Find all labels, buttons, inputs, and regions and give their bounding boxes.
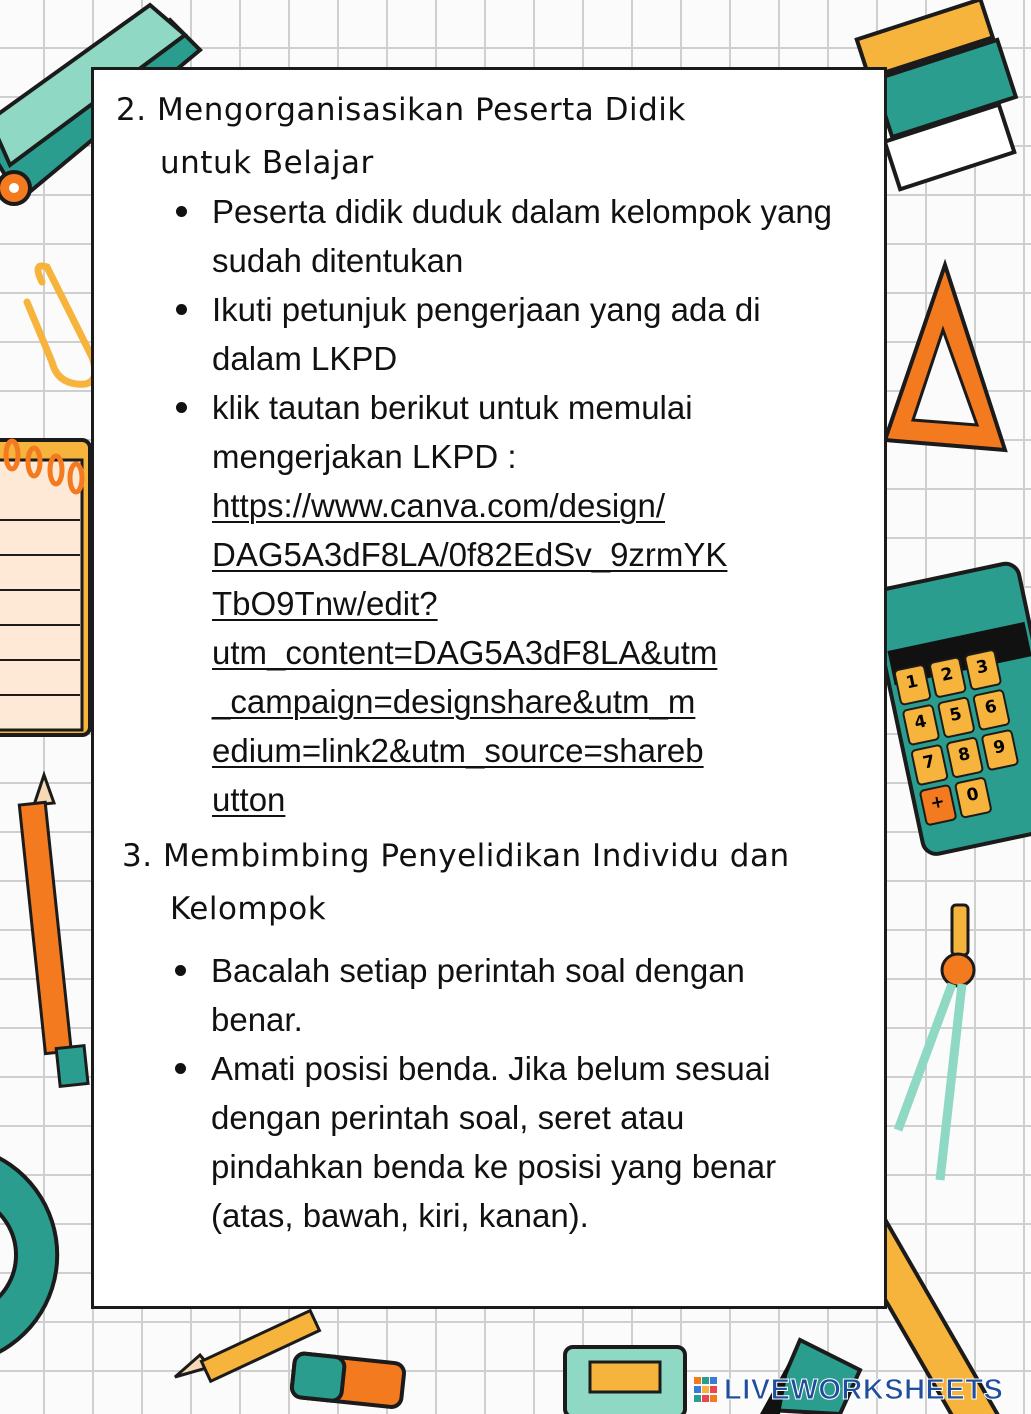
lkpd-link-line: utton (212, 781, 286, 818)
paper-clip-illustration (22, 262, 102, 392)
calculator-key: 5 (937, 696, 976, 739)
protractor-illustration (0, 1140, 95, 1370)
sharpener-illustration (560, 1342, 690, 1414)
section-2-number: 2. (116, 92, 147, 128)
bullet-icon (176, 304, 187, 315)
lkpd-link-line: DAG5A3dF8LA/0f82EdSv_9zrmYK (212, 536, 728, 573)
bullet-icon (176, 206, 187, 217)
calculator-key: 3 (963, 648, 1002, 691)
section-2-heading (116, 84, 686, 190)
list-item-text: Amati posisi benda. Jika belum sesuai dengan perintah soal, seret atau pindahkan benda ke posisi yang benar (atas, bawah, kiri, kanan). (211, 1050, 777, 1234)
bullet-icon (176, 402, 187, 413)
content-card (91, 67, 887, 1309)
list-item (212, 285, 852, 383)
list-item-text: klik tautan berikut untuk memulai mengerjakan LKPD : (212, 389, 693, 475)
lkpd-link[interactable] (212, 481, 852, 824)
brand-text: LIVEWORKSHEETS (724, 1373, 1004, 1406)
calculator-key: 1 (893, 663, 932, 706)
calculator-key: 4 (902, 703, 941, 746)
calculator-key: 8 (945, 736, 984, 779)
calculator-key: + (919, 784, 958, 827)
list-item-text: Bacalah setiap perintah soal dengan benar. (211, 952, 745, 1038)
triangle-ruler-illustration (885, 260, 1000, 460)
section-3-heading (122, 830, 790, 936)
calculator-key: 7 (910, 744, 949, 787)
section-3-title-line1: Membimbing Penyelidikan Individu dan (162, 838, 790, 874)
calculator-key: 2 (928, 656, 967, 699)
calculator-key: 0 (954, 776, 993, 819)
section-3-list (211, 946, 811, 1240)
section-3-title-line2: Kelompok (170, 891, 327, 927)
lkpd-link-line: TbO9Tnw/edit? (212, 585, 438, 622)
lkpd-link-line: utm_content=DAG5A3dF8LA&utm (212, 634, 718, 671)
books-illustration (870, 0, 1000, 190)
list-item-text: Ikuti petunjuk pengerjaan yang ada di dalam LKPD (212, 291, 761, 377)
liveworksheets-logo-icon (694, 1377, 718, 1403)
bullet-icon (175, 965, 186, 976)
section-2-list (212, 187, 852, 824)
lkpd-link-line: https://www.canva.com/design/ (212, 487, 666, 524)
pencil-illustration (20, 775, 100, 1095)
lkpd-link-line: edium=link2&utm_source=shareb (212, 732, 704, 769)
section-2-title-line2: untuk Belajar (160, 145, 374, 181)
section-3-number: 3. (122, 838, 153, 874)
list-item (211, 1044, 811, 1240)
section-2-title-line1: Mengorganisasikan Peserta Didik (156, 92, 686, 128)
liveworksheets-brand (694, 1374, 1003, 1406)
calculator-key: 6 (972, 688, 1011, 731)
eraser-illustration (285, 1350, 415, 1414)
list-item (211, 946, 811, 1044)
list-item (212, 187, 852, 285)
bullet-icon (175, 1063, 186, 1074)
list-item-text: Peserta didik duduk dalam kelompok yang sudah ditentukan (212, 193, 833, 279)
notepad-illustration (0, 420, 95, 740)
list-item (212, 383, 852, 824)
compass-illustration (890, 900, 1000, 1200)
lkpd-link-line: _campaign=designshare&utm_m (212, 683, 696, 720)
calculator-key: 9 (980, 729, 1019, 772)
